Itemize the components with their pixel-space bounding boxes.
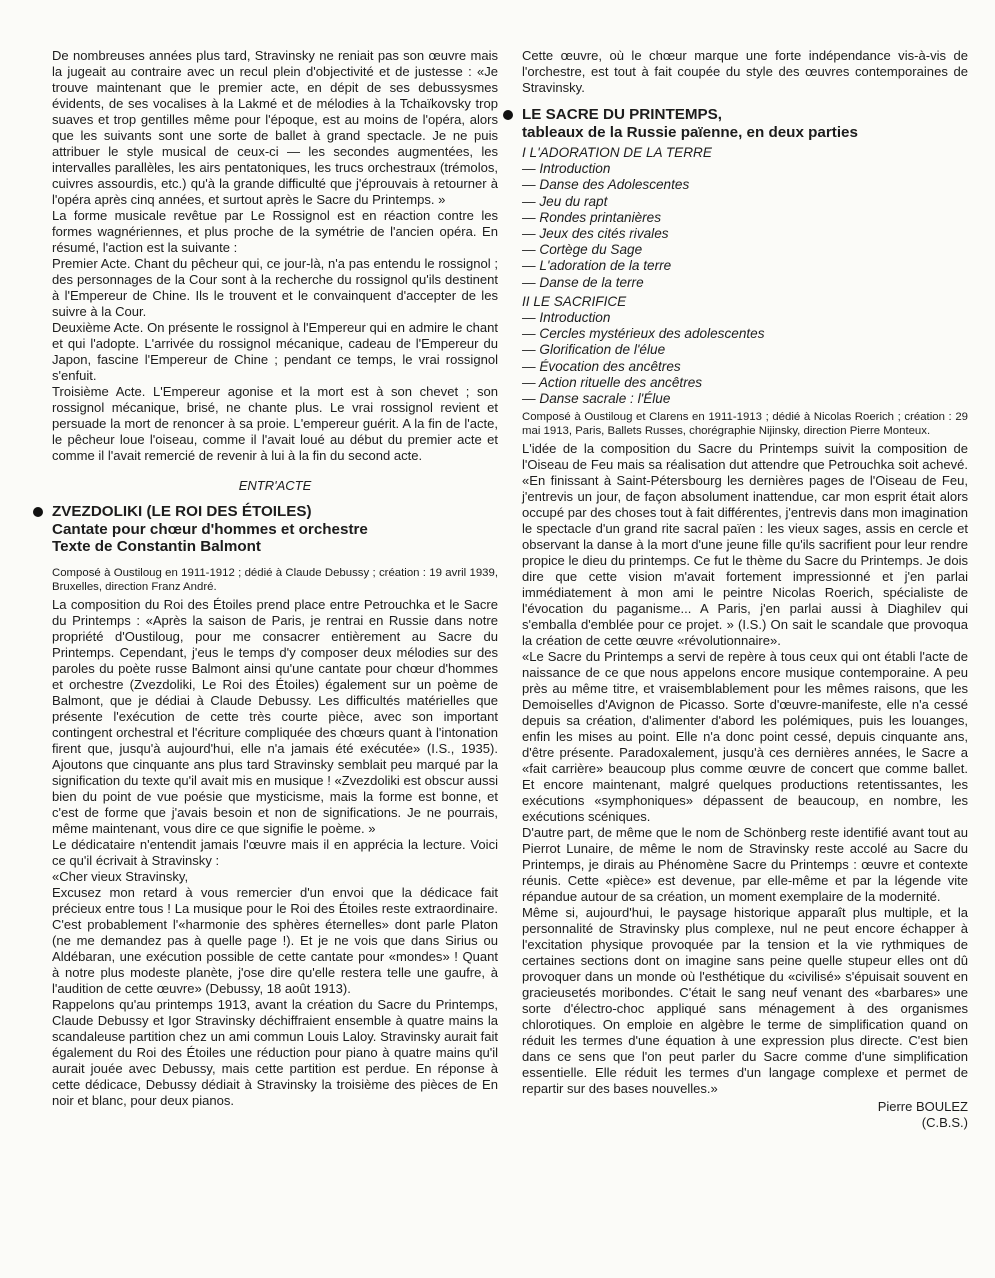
list-item: — Évocation des ancêtres — [522, 358, 681, 374]
part-title: I L'ADORATION DE LA TERRE — [522, 145, 712, 160]
signature-label: (C.B.S.) — [921, 1115, 968, 1131]
paragraph: L'idée de la composition du Sacre du Printemps suivit la composition de l'Oiseau de Feu mais sa réalisation dut attendre que Petrouchka soit achevé. «En finissant à Saint-Pétersbourg les dernières pages de l'Oiseau de Feu, j'entrevis un jour, de façon absolument inattendue, car mon esprit était alors occupé par des choses tout à fait différentes, j'entrevis dans mon imagination le spectacle d'un grand rite sacral païen : les vieux sages, assis en cercle et observant la danse à la mort d'une jeune fille qu'ils sacrifient pour leur rendre propice le dieu du printemps. Ce fut le thème du Sacre du Printemps. Je dois dire que cette vision m'avait fortement impressionné et j'en parlai immédiatement à mon ami le peintre Nicolas Roerich, spécialiste de l'évocation du paganisme... A Paris, j'en parlai aussi à Diaghilev qui s'emballa d'emblée pour ce projet. » (I.S.) On sait le scandale que provoqua la création de cette œuvre «révolutionnaire». — [522, 441, 968, 649]
paragraph: La composition du Roi des Étoiles prend place entre Petrouchka et le Sacre du Printemps : «Après la saison de Paris, je rentrai en Russie dans notre propriété d'Oustiloug, pour me consacrer entièrement au Sacre du Printemps. Cependant, j'eus le temps d'y composer deux mélodies sur des paroles du poète russe Balmont ainsi qu'une cantate pour chœur d'hommes et orchestre (Zvezdoliki, Le Roi des Étoiles) également sur un poème de Balmont, que je dédiai à Claude Debussy. Les difficultés matérielles que présente l'exécution de cette très courte pièce, avec son important contingent orchestral et l'écriture compliquée des chœurs quant à l'intonation firent que, jusqu'à aujourd'hui, elle n'a jamais été exécutée» (I.S., 1935). Ajoutons que cinquante ans plus tard Stravinsky semblait peu marqué par la signification du texte qu'il avait mis en musique ! «Zvezdoliki est obscur aussi bien du point de vue poésie que mysticisme, mais la forme est bonne, et c'est de forme que j'avais besoin et non de significations. Je ne pourrais, même maintenant, vous dire ce que signifie le poème. » — [52, 596, 498, 836]
paragraph: Rappelons qu'au printemps 1913, avant la création du Sacre du Printemps, Claude Debussy et Igor Stravinsky déchiffraient ensemble à quatre mains la scandaleuse partition chez un ami commun Louis Laloy. Stravinsky aurait fait également du Roi des Étoiles une réduction pour piano à quatre mains qu'il aurait jouée avec Debussy, mais cette partition est perdue. En réponse à cette dédicace, Debussy dédiait à Stravinsky la troisième des pièces de En noir et blanc, pour deux pianos. — [52, 996, 498, 1108]
signature — [522, 1099, 968, 1131]
movement-list — [522, 145, 968, 407]
list-item: — Cercles mystérieux des adolescentes — [522, 326, 765, 342]
list-item: — Rondes printanières — [522, 209, 662, 225]
heading-line: LE SACRE DU PRINTEMPS, — [522, 106, 722, 123]
right-column — [522, 48, 968, 1131]
list-item: — Danse des Adolescentes — [522, 177, 690, 193]
signature-name: Pierre BOULEZ — [877, 1099, 968, 1115]
heading-line: ZVEZDOLIKI (LE ROI DES ÉTOILES) — [52, 503, 312, 520]
paragraph: Même si, aujourd'hui, le paysage historique apparaît plus multiple, et la personnalité de Stravinsky plus complexe, nul ne peut encore échapper à l'excitation physique provoquée par la tension et la vie rythmiques de certaines sections dont on imagine sans peine quelle stupeur elles ont dû provoquer dans un monde où l'esthétique du «civilisé» s'épuisait souvent en gracieusetés moribondes. C'était le sang neuf venant des «barbares» une sorte d'électro-choc appliqué sans ménagement à des organismes chlorotiques. On emploie en algèbre le terme de simplification quand on réduit les termes d'une équation à une expression plus directe. C'est bien dans ce sens que l'on peut parler du Sacre comme d'une simplification essentielle. Elle réduit les termes d'un langage complexe et permet de repartir sur des bases nouvelles.» — [522, 905, 968, 1097]
heading-line: Texte de Constantin Balmont — [52, 538, 261, 555]
list-item: — Jeu du rapt — [522, 193, 608, 209]
paragraph: Le dédicataire n'entendit jamais l'œuvre mais il en apprécia la lecture. Voici ce qu'il écrivait à Stravinsky : — [52, 836, 498, 868]
paragraph: «Cher vieux Stravinsky, — [52, 868, 189, 884]
list-item: — Jeux des cités rivales — [522, 226, 669, 242]
section-heading-zvezdoliki — [52, 503, 498, 556]
paragraph: Cette œuvre, où le chœur marque une forte indépendance vis-à-vis de l'orchestre, est tout à fait coupée du style des œuvres contemporaines de Stravinsky. — [522, 48, 968, 95]
bullet-icon — [33, 507, 43, 517]
credits: Composé à Oustiloug en 1911-1912 ; dédié à Claude Debussy ; création : 19 avril 1939, Bruxelles, direction Franz André. — [52, 566, 498, 593]
heading-line: tableaux de la Russie païenne, en deux parties — [522, 123, 858, 141]
entracte-label: ENTR'ACTE — [238, 478, 312, 493]
list-item: — Danse de la terre — [522, 274, 644, 290]
paragraph: De nombreuses années plus tard, Stravinsky ne reniait pas son œuvre mais la jugeait au contraire avec un recul plein d'objectivité et de justesse : «Je trouve maintenant que le premier acte, en dépit de ses debussysmes évidents, de ses vocalises à la Lakmé et de mélodies à la Tchaïkovsky trop suaves et trop gentilles même pour l'époque, est au moins de l'opéra, alors que les suivants sont une sorte de ballet à grand spectacle. Je ne puis attribuer le style musical de ceux-ci — les secondes augmentées, les intervalles parallèles, les airs pentatoniques, les trucs orchestraux (trémolos, cuivres assourdis, etc.) qu'à la grande difficulté que j'éprouvais à retourner à l'opéra après cinq années, et surtout après le Sacre du Printemps. » — [52, 48, 498, 207]
list-item: — Introduction — [522, 310, 611, 326]
list-item: — Glorification de l'élue — [522, 342, 666, 358]
heading-line: Cantate pour chœur d'hommes et orchestre — [52, 520, 368, 538]
paragraph: La forme musicale revêtue par Le Rossignol est en réaction contre les formes wagnériennes, et plus proche de la symétrie de l'ancien opéra. En résumé, l'action est la suivante : — [52, 208, 498, 255]
list-item: — Action rituelle des ancêtres — [522, 374, 703, 390]
paragraph: Premier Acte. Chant du pêcheur qui, ce jour-là, n'a pas entendu le rossignol ; des personnages de la Cour sont à la recherche du rossignol qu'ils destinent à l'Empereur de Chine. Ils le trouvent et le convainquent d'accepter de les suivre à la Cour. — [52, 256, 498, 319]
paragraph: «Le Sacre du Printemps a servi de repère à tous ceux qui ont établi l'acte de naissance de ce que nous appelons encore musique contemporaine. A peu près au même titre, et vraisemblablement pour les mêmes raisons, que les Demoiselles d'Avignon de Picasso. Sorte d'œuvre-manifeste, elle n'a cessé depuis sa création, d'alimenter d'abord les polémiques, puis les louanges, enfin les mises au point. Elle n'a donc point cessé, depuis cinquante ans, d'être présente. Paradoxalement, jusqu'à ces dernières années, le Sacre a «fait carrière» beaucoup plus comme œuvre de concert que comme ballet. Et encore maintenant, malgré quelques productions retentissantes, les exécutions «symphoniques» dépassent de beaucoup, en nombre, les exécutions scéniques. — [522, 649, 968, 825]
list-item: — L'adoration de la terre — [522, 258, 672, 274]
bullet-icon — [503, 110, 513, 120]
paragraph: Excusez mon retard à vous remercier d'un envoi que la dédicace fait précieux entre tous ! La musique pour le Roi des Étoiles reste extraordinaire. C'est probablement l'«harmonie des sphères éternelles» dont parle Platon (ne me demandez pas à quelle page !). Et je ne vois que dans Sirius ou Aldébaran, une exécution possible de cette cantate pour «mondes» ! Quant à notre plus modeste planète, j'ose dire qu'elle restera telle une gaufre, à l'audition de cette œuvre» (Debussy, 18 août 1913). — [52, 884, 498, 996]
paragraph: Troisième Acte. L'Empereur agonise et la mort est à son chevet ; son rossignol mécanique, brisé, ne chante plus. Le vrai rossignol revient et persuade la mort de renoncer à sa proie. L'empereur guérit. A la fin de l'acte, le pêcheur loue l'oiseau, comme il l'avait loué au début du premier acte et comme il l'avait remercié de revenir à lui à la fin du second acte. — [52, 384, 498, 463]
left-column — [52, 48, 498, 1109]
credits: Composé à Oustiloug et Clarens en 1911-1913 ; dédié à Nicolas Roerich ; création : 29 mai 1913, Paris, Ballets Russes, chorégraphie Nijinsky, direction Pierre Monteux. — [522, 411, 968, 438]
paragraph: Deuxième Acte. On présente le rossignol à l'Empereur qui en admire le chant et qui l'adopte. L'arrivée du rossignol mécanique, cadeau de l'Empereur du Japon, fascine l'Empereur de Chine ; pendant ce temps, le vrai rossignol s'enfuit. — [52, 320, 498, 383]
paragraph: D'autre part, de même que le nom de Schönberg reste identifié avant tout au Pierrot Lunaire, de même le nom de Stravinsky reste accolé au Sacre du Printemps, je dirais au Phénomène Sacre du Printemps : œuvre et contexte réunis. Cette «pièce» est devenue, par elle-même et par la légende vite répandue autour de sa création, un moment exemplaire de la modernité. — [522, 825, 968, 905]
part-title: II LE SACRIFICE — [522, 293, 627, 309]
list-item: — Danse sacrale : l'Élue — [522, 391, 671, 407]
list-item: — Cortège du Sage — [522, 242, 643, 258]
section-heading-sacre — [522, 106, 968, 141]
list-item: — Introduction — [522, 161, 611, 177]
